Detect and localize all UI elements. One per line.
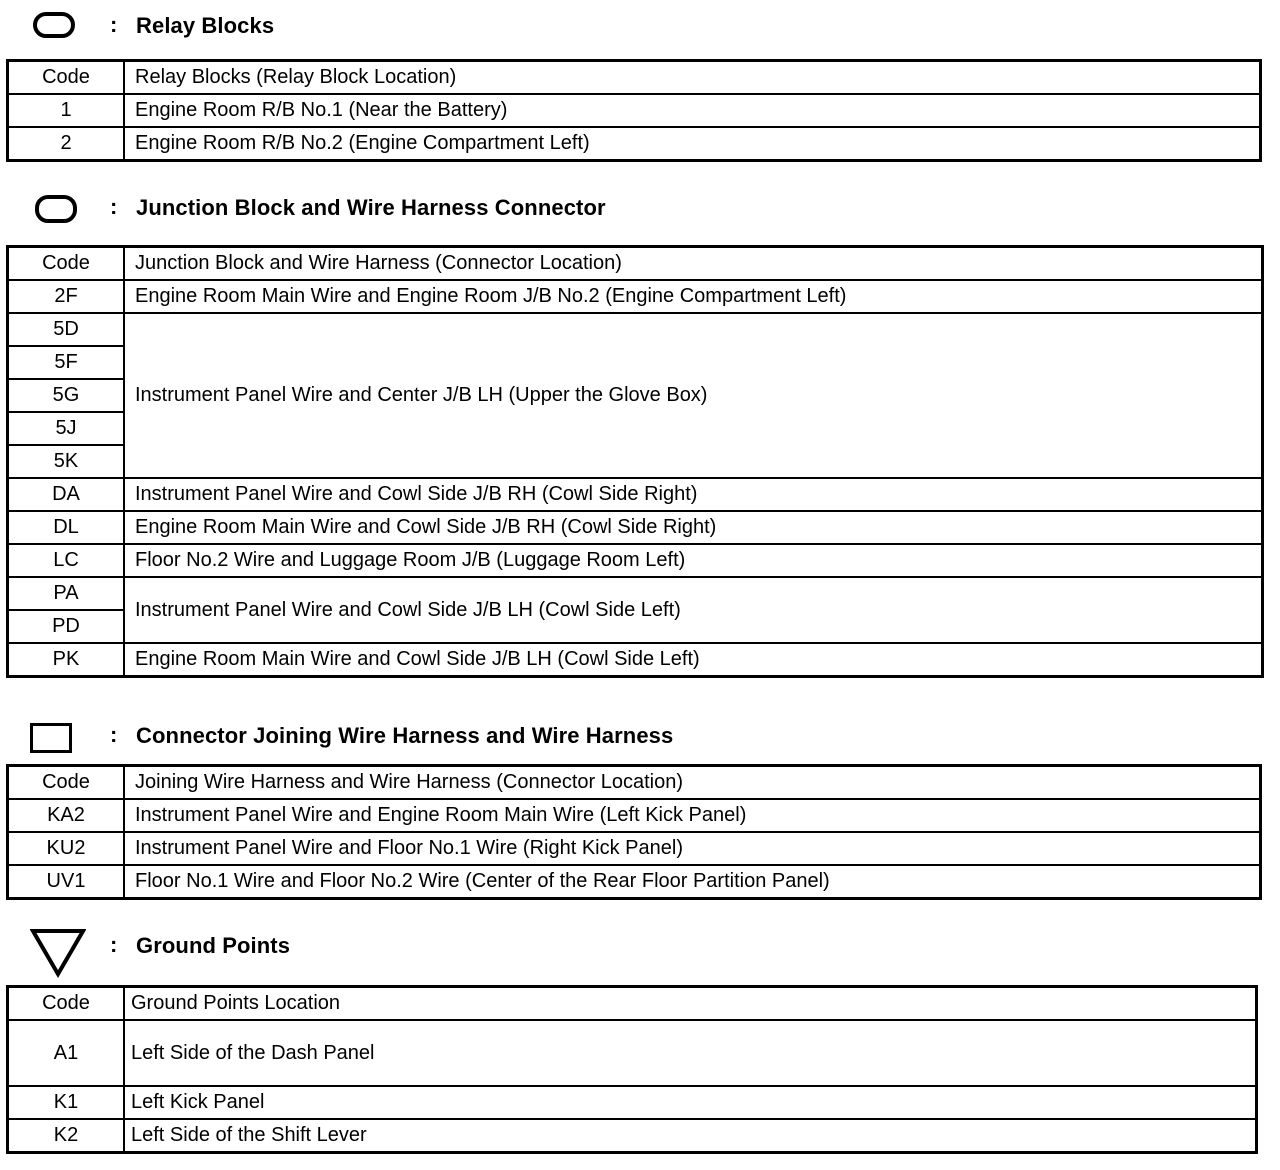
desc-header: Junction Block and Wire Harness (Connector Location) — [124, 247, 1263, 281]
code-cell: KU2 — [8, 832, 125, 865]
section-title: Connector Joining Wire Harness and Wire Harness — [136, 723, 674, 748]
code-cell: DA — [8, 478, 125, 511]
code-cell: KA2 — [8, 799, 125, 832]
code-cell: UV1 — [8, 865, 125, 899]
relay-blocks-table — [6, 59, 1262, 162]
junction-block-table — [6, 245, 1264, 678]
desc-header: Relay Blocks (Relay Block Location) — [124, 61, 1261, 95]
table-row — [8, 478, 1263, 511]
desc-cell: Floor No.1 Wire and Floor No.2 Wire (Center of the Rear Floor Partition Panel) — [124, 865, 1261, 899]
table-row — [8, 511, 1263, 544]
code-cell: 2 — [8, 127, 125, 161]
desc-cell: Instrument Panel Wire and Floor No.1 Wire (Right Kick Panel) — [124, 832, 1261, 865]
code-cell: 5K — [8, 445, 125, 478]
desc-cell: Instrument Panel Wire and Center J/B LH (Upper the Glove Box) — [124, 313, 1263, 478]
desc-cell: Engine Room Main Wire and Engine Room J/B No.2 (Engine Compartment Left) — [124, 280, 1263, 313]
ground-point-triangle-icon — [30, 928, 86, 978]
code-header: Code — [8, 766, 125, 800]
code-cell: 5G — [8, 379, 125, 412]
table-row — [8, 1020, 1257, 1086]
code-cell: DL — [8, 511, 125, 544]
desc-cell: Engine Room Main Wire and Cowl Side J/B LH (Cowl Side Left) — [124, 643, 1263, 677]
code-cell: 5J — [8, 412, 125, 445]
section-title: Ground Points — [136, 933, 291, 958]
colon: : — [110, 722, 118, 747]
code-cell: 5F — [8, 346, 125, 379]
code-cell: PD — [8, 610, 125, 643]
desc-cell: Instrument Panel Wire and Cowl Side J/B RH (Cowl Side Right) — [124, 478, 1263, 511]
desc-cell: Left Side of the Shift Lever — [124, 1119, 1257, 1153]
ground-points-heading — [0, 928, 1280, 968]
connector-rectangle-symbol-icon — [30, 723, 72, 753]
code-cell: A1 — [8, 1020, 125, 1086]
code-cell: K2 — [8, 1119, 125, 1153]
colon: : — [110, 932, 118, 957]
desc-header: Joining Wire Harness and Wire Harness (Connector Location) — [124, 766, 1261, 800]
table-header-row — [8, 247, 1263, 281]
code-cell: PK — [8, 643, 125, 677]
table-header-row — [8, 987, 1257, 1021]
table-row — [8, 832, 1261, 865]
code-cell: LC — [8, 544, 125, 577]
desc-cell: Engine Room R/B No.2 (Engine Compartment Left) — [124, 127, 1261, 161]
table-row — [8, 280, 1263, 313]
table-row — [8, 865, 1261, 899]
desc-cell: Left Side of the Dash Panel — [124, 1020, 1257, 1086]
connector-joining-heading — [0, 718, 1280, 758]
colon: : — [110, 12, 118, 37]
table-row — [8, 94, 1261, 127]
table-row — [8, 799, 1261, 832]
desc-cell: Floor No.2 Wire and Luggage Room J/B (Luggage Room Left) — [124, 544, 1263, 577]
code-cell: 5D — [8, 313, 125, 346]
code-header: Code — [8, 987, 125, 1021]
table-header-row — [8, 61, 1261, 95]
code-header: Code — [8, 61, 125, 95]
desc-cell: Engine Room R/B No.1 (Near the Battery) — [124, 94, 1261, 127]
table-row — [8, 1086, 1257, 1119]
section-title: Relay Blocks — [136, 13, 275, 38]
code-header: Code — [8, 247, 125, 281]
table-row — [8, 127, 1261, 161]
table-row — [8, 577, 1263, 610]
desc-cell: Instrument Panel Wire and Engine Room Main Wire (Left Kick Panel) — [124, 799, 1261, 832]
code-cell: 2F — [8, 280, 125, 313]
desc-cell: Instrument Panel Wire and Cowl Side J/B LH (Cowl Side Left) — [124, 577, 1263, 643]
junction-block-oval-symbol-icon — [35, 195, 77, 223]
desc-cell: Engine Room Main Wire and Cowl Side J/B RH (Cowl Side Right) — [124, 511, 1263, 544]
code-cell: 1 — [8, 94, 125, 127]
table-header-row — [8, 766, 1261, 800]
desc-header: Ground Points Location — [124, 987, 1257, 1021]
ground-points-table — [6, 985, 1258, 1154]
code-cell: PA — [8, 577, 125, 610]
section-title: Junction Block and Wire Harness Connector — [136, 195, 606, 220]
desc-cell: Left Kick Panel — [124, 1086, 1257, 1119]
junction-block-heading — [0, 190, 1280, 230]
connector-joining-table — [6, 764, 1262, 900]
colon: : — [110, 194, 118, 219]
code-cell: K1 — [8, 1086, 125, 1119]
relay-blocks-heading — [0, 8, 1280, 48]
table-row — [8, 643, 1263, 677]
table-row — [8, 1119, 1257, 1153]
relay-block-oval-symbol-icon — [33, 12, 75, 38]
table-row — [8, 313, 1263, 346]
table-row — [8, 544, 1263, 577]
